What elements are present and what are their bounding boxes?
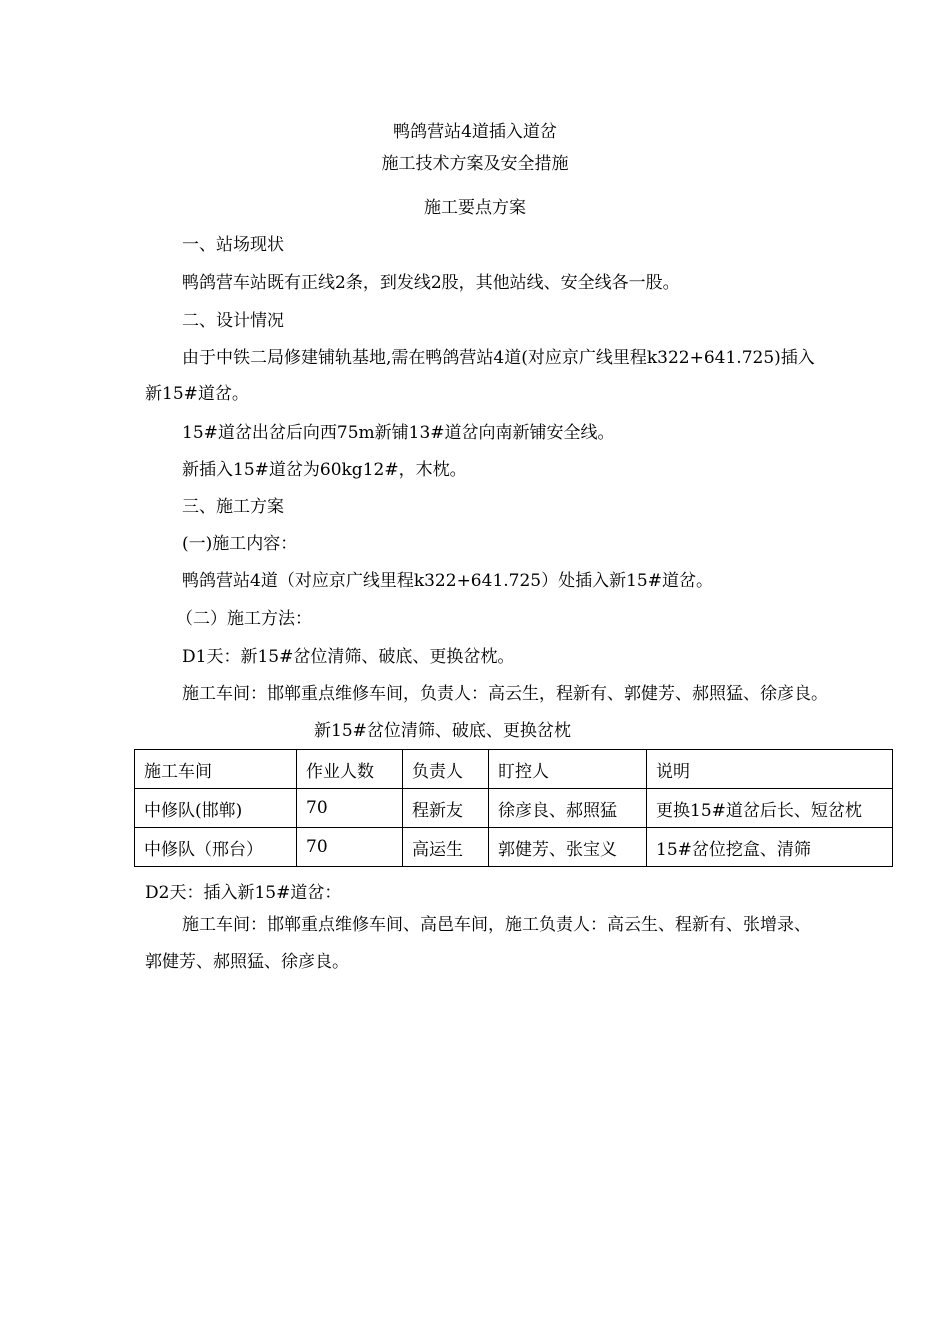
header-cell: 说明 (647, 750, 893, 789)
heading-design: 二、设计情况 (182, 311, 284, 331)
table-cell: 程新友 (403, 789, 489, 828)
table-row (135, 789, 893, 828)
header-cell: 负责人 (403, 750, 489, 789)
paragraph-turnout-layout: 15#道岔出岔后向西75m新铺13#道岔向南新铺安全线。 (182, 423, 615, 443)
paragraph-day-1: D1天：新15#岔位清筛、破底、更换岔枕。 (182, 647, 515, 667)
title-line-2: 施工技术方案及安全措施 (381, 154, 569, 174)
paragraph-design-line-1: 由于中铁二局修建铺轨基地,需在鸭鸽营站4道(对应京广线里程k322+641.725)插入 (182, 348, 815, 368)
heading-construction-content: (一)施工内容： (182, 534, 298, 554)
header-cell: 施工车间 (135, 750, 297, 789)
paragraph-day-2: D2天：插入新15#道岔： (145, 883, 342, 903)
heading-construction-method: （二）施工方法： (176, 609, 312, 629)
paragraph-day-1-workshop: 施工车间：邯郸重点维修车间，负责人：高云生，程新有、郭健芳、郝照猛、徐彦良。 (182, 684, 828, 704)
work-assignment-table (134, 749, 893, 867)
heading-construction-plan: 三、施工方案 (182, 497, 284, 517)
paragraph-day-2-workshop-line-1: 施工车间：邯郸重点维修车间、高邑车间，施工负责人：高云生、程新有、张增录、 (182, 915, 811, 935)
table-caption: 新15#岔位清筛、破底、更换岔枕 (314, 721, 571, 741)
table-cell: 70 (297, 789, 403, 828)
table-header-row (135, 750, 893, 789)
table-cell: 郭健芳、张宝义 (489, 828, 647, 867)
paragraph-construction-content: 鸭鸽营站4道（对应京广线里程k322+641.725）处插入新15#道岔。 (182, 571, 713, 591)
heading-site-status: 一、站场现状 (182, 235, 284, 255)
table-cell: 70 (297, 828, 403, 867)
header-cell: 作业人数 (297, 750, 403, 789)
table-cell: 徐彦良、郝照猛 (489, 789, 647, 828)
paragraph-design-line-2: 新15#道岔。 (145, 384, 249, 404)
table-cell: 15#岔位挖盒、清筛 (647, 828, 893, 867)
table-cell: 中修队（邢台） (135, 828, 297, 867)
title-line-1: 鸭鸽营站4道插入道岔 (393, 122, 557, 142)
table-cell: 更换15#道岔后长、短岔枕 (647, 789, 893, 828)
section-subtitle: 施工要点方案 (424, 198, 526, 218)
table-cell: 中修队(邯郸) (135, 789, 297, 828)
table-row (135, 828, 893, 867)
table-cell: 高运生 (403, 828, 489, 867)
paragraph-turnout-type: 新插入15#道岔为60kg12#，木枕。 (182, 460, 467, 480)
header-cell: 盯控人 (489, 750, 647, 789)
paragraph-site-status: 鸭鸽营车站既有正线2条，到发线2股，其他站线、安全线各一股。 (182, 273, 680, 293)
paragraph-day-2-workshop-line-2: 郭健芳、郝照猛、徐彦良。 (145, 952, 349, 972)
